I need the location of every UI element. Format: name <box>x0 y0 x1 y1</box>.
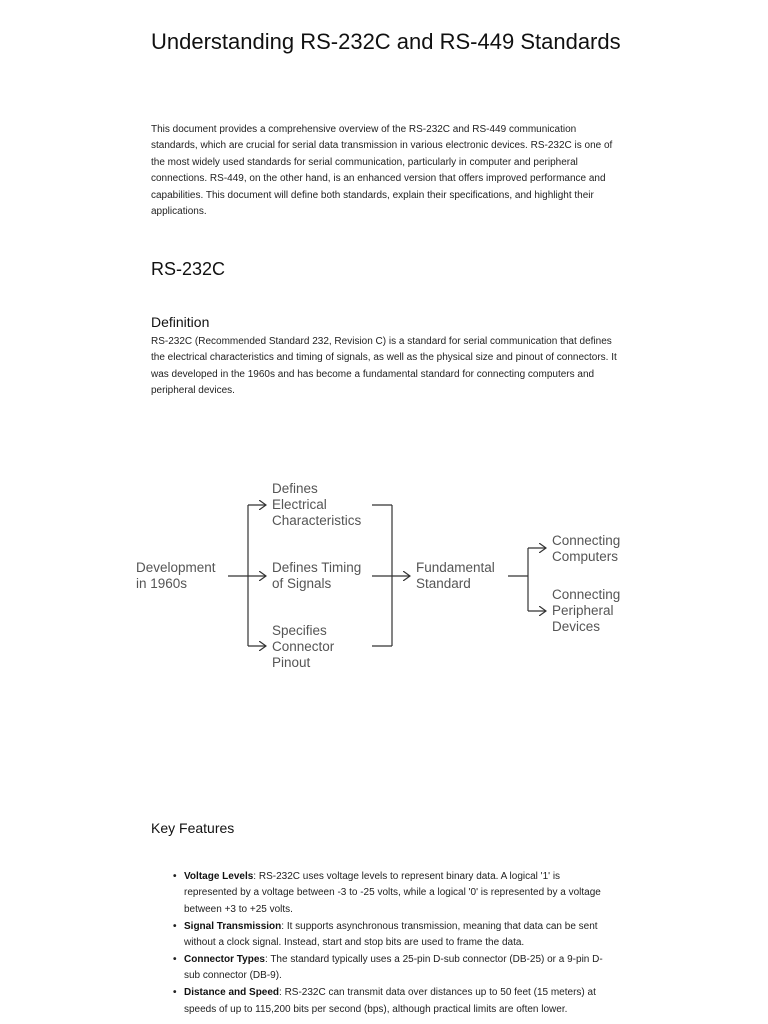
diagram-node-fundamental-standard <box>416 560 495 591</box>
definition-heading: Definition <box>151 314 210 330</box>
node-electrical-line-1: Defines <box>272 481 318 496</box>
node-peripherals-line-1: Connecting <box>552 587 621 602</box>
node-root-line-2: in 1960s <box>136 576 188 591</box>
node-computers-line-2: Computers <box>552 549 619 564</box>
node-timing-line-1: Defines Timing <box>272 560 362 575</box>
document-title: Understanding RS-232C and RS-449 Standards <box>151 29 621 54</box>
diagram-node-pinout <box>272 623 335 670</box>
feature-text: : It supports asynchronous transmission, meaning that data can be sent without a clock signal. Instead, start and stop bits are used to frame the data. <box>184 920 598 949</box>
node-electrical-line-3: Characteristics <box>272 513 362 528</box>
rs232c-flow-diagram <box>0 470 768 680</box>
diagram-node-connecting-computers <box>552 533 620 564</box>
node-peripherals-line-3: Devices <box>552 619 601 634</box>
node-root-line-1: Development <box>136 560 216 575</box>
bullet-icon: • <box>173 954 177 966</box>
diagram-node-root <box>136 560 216 591</box>
bullet-icon: • <box>173 920 177 932</box>
list-item <box>173 985 616 1018</box>
node-hub-line-1: Fundamental <box>416 560 495 575</box>
section-heading-rs232c: RS-232C <box>151 259 226 279</box>
diagram-node-timing <box>272 560 361 591</box>
list-item <box>173 869 616 918</box>
diagram-node-connecting-peripherals <box>552 587 620 634</box>
connector-root-to-middle <box>228 505 266 646</box>
feature-text: : RS-232C uses voltage levels to represent binary data. A logical '1' is represented by a voltage between -3 to -25 volts, while a logical '0' is represented by a voltage between +3 to +25 volts. <box>184 871 601 915</box>
bullet-icon: • <box>173 987 177 999</box>
bullet-icon: • <box>173 871 177 882</box>
node-pinout-line-1: Specifies <box>272 623 327 638</box>
node-hub-line-2: Standard <box>416 576 471 591</box>
feature-term: Connector Types <box>184 954 265 966</box>
feature-term: Distance and Speed <box>184 987 280 999</box>
key-features-heading: Key Features <box>151 820 235 836</box>
node-electrical-line-2: Electrical <box>272 497 327 512</box>
key-features-list <box>173 869 616 1019</box>
feature-term: Voltage Levels <box>184 871 254 882</box>
connector-hub-to-outcomes <box>508 548 546 611</box>
intro-paragraph: This document provides a comprehensive overview of the RS-232C and RS-449 communication standards, which are crucial for serial data transmission in various electronic devices. RS-232C is one of the most widely used standards for serial communication, particularly in computer and peripheral connections. RS-449, on the other hand, is an enhanced version that offers improved performance and capabilities. This document will define both standards, explain their specifications, and highlight their applications. <box>151 124 613 218</box>
node-peripherals-line-2: Peripheral <box>552 603 614 618</box>
node-computers-line-1: Connecting <box>552 533 621 548</box>
node-pinout-line-3: Pinout <box>272 655 311 670</box>
connector-middle-to-hub <box>372 505 410 646</box>
definition-paragraph: RS-232C (Recommended Standard 232, Revision C) is a standard for serial communication that defines the electrical characteristics and timing of signals, as well as the physical size and pinout of connectors. It was developed in the 1960s and has become a fundamental standard for connecting computers and peripheral devices. <box>151 336 617 397</box>
node-timing-line-2: of Signals <box>272 576 332 591</box>
feature-text: : The standard typically uses a 25-pin D-sub connector (DB-25) or a 9-pin D-sub connector (DB-9). <box>184 954 603 982</box>
diagram-node-electrical <box>272 481 362 528</box>
feature-text: : RS-232C can transmit data over distances up to 50 feet (15 meters) at speeds of up to 115,200 bits per second (bps), although practical limits are often lower. <box>184 987 596 1015</box>
list-item <box>173 952 616 985</box>
feature-term: Signal Transmission <box>184 920 282 932</box>
list-item <box>173 919 616 952</box>
node-pinout-line-2: Connector <box>272 639 335 654</box>
